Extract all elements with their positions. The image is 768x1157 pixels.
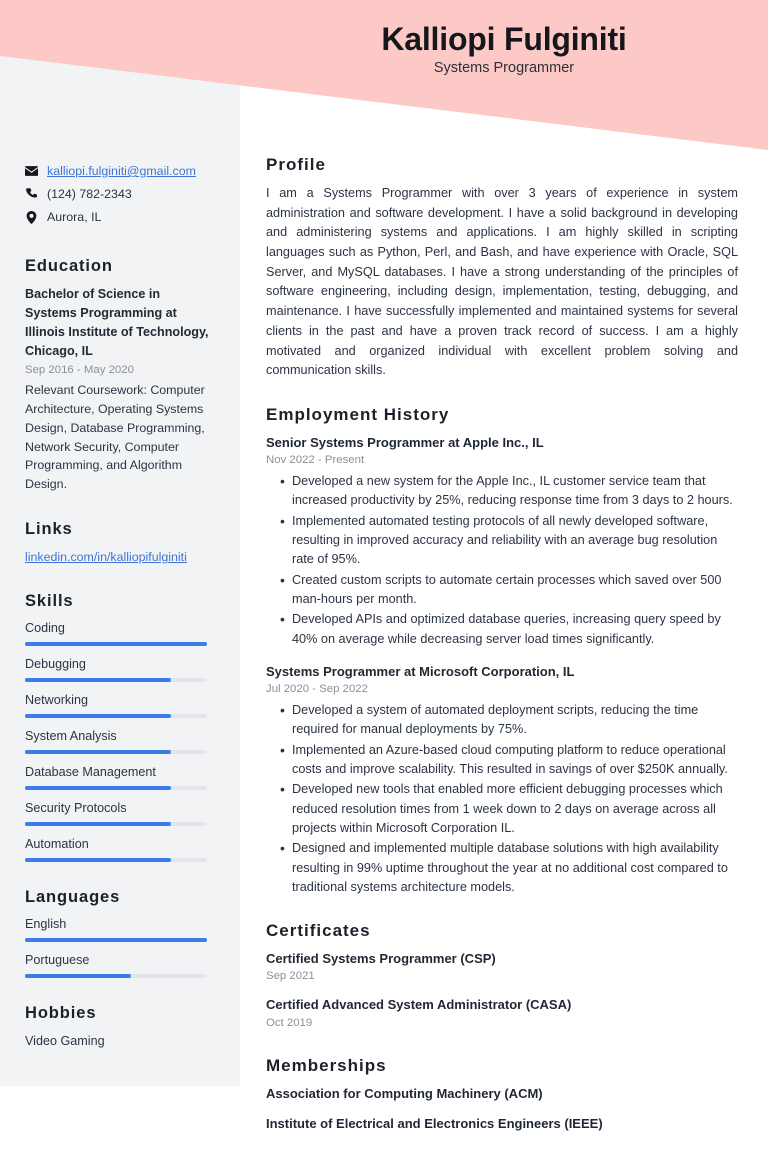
profile-heading: Profile: [266, 155, 326, 174]
map-pin-icon: [25, 211, 38, 224]
languages-list: [25, 916, 214, 978]
job-entry: [266, 434, 738, 649]
bar-fill: [25, 822, 171, 826]
hobbies-heading: Hobbies: [25, 1004, 97, 1023]
contact-row: [25, 209, 214, 225]
bar-track: [25, 642, 207, 646]
bar-item: [25, 620, 214, 646]
bar-track: [25, 678, 207, 682]
memberships-list: [266, 1085, 738, 1134]
job-title: Systems Programmer at Microsoft Corporation, IL: [266, 663, 575, 679]
bar-fill: [25, 786, 171, 790]
bar-fill: [25, 974, 131, 978]
bar-fill: [25, 642, 207, 646]
employment-section: [266, 405, 738, 897]
bar-track: [25, 714, 207, 718]
education-dates: Sep 2016 - May 2020: [25, 363, 134, 376]
certificate-item: [266, 996, 738, 1031]
bar-fill: [25, 750, 171, 754]
contact-value: Aurora, IL: [47, 210, 102, 225]
education-degree: Bachelor of Science in Systems Programming at Illinois Institute of Technology, Chicago, IL: [25, 287, 209, 359]
bar-item: [25, 836, 214, 862]
certificate-item: [266, 950, 738, 985]
bar-track: [25, 750, 207, 754]
languages-heading: Languages: [25, 888, 121, 907]
job-bullet: • Created custom scripts to automate certain processes which saved over 500 man-hours per month.: [266, 571, 738, 610]
certificates-section: [266, 921, 738, 1032]
certificates-list: [266, 950, 738, 1032]
bar-fill: [25, 938, 207, 942]
certificate-name: Certified Advanced System Administrator (CASA): [266, 997, 572, 1013]
job-bullet: • Developed a new system for the Apple Inc., IL customer service team that increased productivity by 25%, reducing response time from 3 days to 2 hours.: [266, 472, 738, 511]
bar-track: [25, 974, 207, 978]
hobby-item: Video Gaming: [25, 1034, 105, 1049]
job-bullet-list: [266, 701, 738, 897]
certificate-date: Sep 2021: [266, 970, 315, 983]
hobbies-list: [25, 1032, 214, 1051]
bar-label: Automation: [25, 837, 89, 852]
skills-list: [25, 620, 214, 862]
languages-section: [25, 888, 214, 978]
job-bullet: • Developed new tools that enabled more efficient debugging processes which reduced resolution times from 1 week down to 2 days on average across all projects within Microsoft Corporation IL.: [266, 780, 738, 838]
education-heading: Education: [25, 257, 113, 276]
contact-email-link[interactable]: kalliopi.fulginiti@gmail.com: [47, 164, 196, 178]
bar-label: Security Protocols: [25, 801, 127, 816]
links-list: [25, 548, 214, 566]
sidebar-content: [0, 0, 240, 1077]
links-heading: Links: [25, 520, 73, 539]
job-bullet: • Designed and implemented multiple database solutions with high availability resulting in 99% uptime throughout the year at no additional cost compared to traditional systems architecture models.: [266, 839, 738, 897]
bar-label: Coding: [25, 621, 65, 636]
skills-heading: Skills: [25, 592, 74, 611]
job-dates: Nov 2022 - Present: [266, 454, 365, 467]
phone-icon: [25, 188, 38, 201]
employment-heading: Employment History: [266, 404, 450, 424]
bar-track: [25, 938, 207, 942]
profile-link[interactable]: linkedin.com/in/kalliopifulginiti: [25, 550, 187, 565]
job-bullet: • Developed APIs and optimized database queries, increasing query speed by 40% on average while decreasing server load times significantly.: [266, 610, 738, 649]
job-title: Senior Systems Programmer at Apple Inc., IL: [266, 434, 544, 450]
membership-item: Institute of Electrical and Electronics Engineers (IEEE): [266, 1115, 603, 1131]
profile-text: I am a Systems Programmer with over 3 years of experience in system administration and software development. I have a solid background in developing and administering systems and applications. I am highly skilled in scripting languages such as Python, Perl, and Bash, and have experience with Oracle, SQL Server, and MySQL databases. I have a strong understanding of the principles of software engineering, including design, implementation, testing, debugging, and maintenance. I have successfully implemented and maintained systems for several clients in the past and have a proven track record of success. I am a highly motivated and organized individual with excellent problem solving and communication skills.: [266, 186, 738, 378]
employment-list: [266, 434, 738, 897]
certificate-date: Oct 2019: [266, 1016, 313, 1029]
contact-value: (124) 782-2343: [47, 187, 132, 202]
job-bullet: • Developed a system of automated deployment scripts, reducing the time required for manual deployments by 75%.: [266, 701, 738, 740]
bar-fill: [25, 714, 171, 718]
memberships-heading: Memberships: [266, 1055, 387, 1075]
education-section: [25, 257, 214, 494]
bar-label: Networking: [25, 693, 88, 708]
contact-list: [25, 163, 214, 225]
job-bullet: • Implemented an Azure-based cloud computing platform to reduce operational costs and improve scalability. This resulted in savings of over $250K annually.: [266, 741, 738, 780]
contact-row: [25, 186, 214, 202]
bar-track: [25, 858, 207, 862]
job-entry: [266, 663, 738, 897]
bar-label: English: [25, 917, 67, 932]
bar-label: Portuguese: [25, 953, 90, 968]
education-description: Relevant Coursework: Computer Architecture, Operating Systems Design, Database Programming, Network Security, Computer Programming, and Algorithm Design.: [25, 383, 205, 492]
bar-label: Database Management: [25, 765, 156, 780]
bar-track: [25, 822, 207, 826]
certificate-name: Certified Systems Programmer (CSP): [266, 951, 496, 967]
bar-track: [25, 786, 207, 790]
bar-item: [25, 728, 214, 754]
header-identity: [240, 0, 768, 76]
envelope-icon: [25, 165, 38, 178]
certificates-heading: Certificates: [266, 921, 371, 941]
bar-item: [25, 952, 214, 978]
job-dates: Jul 2020 - Sep 2022: [266, 683, 368, 696]
page-title: Kalliopi Fulginiti: [381, 21, 627, 57]
bar-label: System Analysis: [25, 729, 117, 744]
bar-item: [25, 916, 214, 942]
main-content: [240, 0, 768, 1157]
links-section: [25, 520, 214, 566]
header-subtitle: Systems Programmer: [433, 59, 575, 76]
membership-item: Association for Computing Machinery (ACM): [266, 1085, 543, 1101]
job-bullet-list: [266, 472, 738, 649]
bar-label: Debugging: [25, 657, 86, 672]
bar-item: [25, 800, 214, 826]
bar-fill: [25, 858, 171, 862]
skills-section: [25, 592, 214, 862]
job-bullet: • Implemented automated testing protocols of all newly developed software, resulting in improved accuracy and reliability with an average bug resolution rate of 95%.: [266, 512, 738, 570]
bar-item: [25, 692, 214, 718]
bar-item: [25, 764, 214, 790]
memberships-section: [266, 1056, 738, 1134]
bar-fill: [25, 678, 171, 682]
profile-section: [266, 155, 738, 381]
bar-item: [25, 656, 214, 682]
hobbies-section: [25, 1004, 214, 1051]
contact-row[interactable]: [25, 163, 214, 179]
